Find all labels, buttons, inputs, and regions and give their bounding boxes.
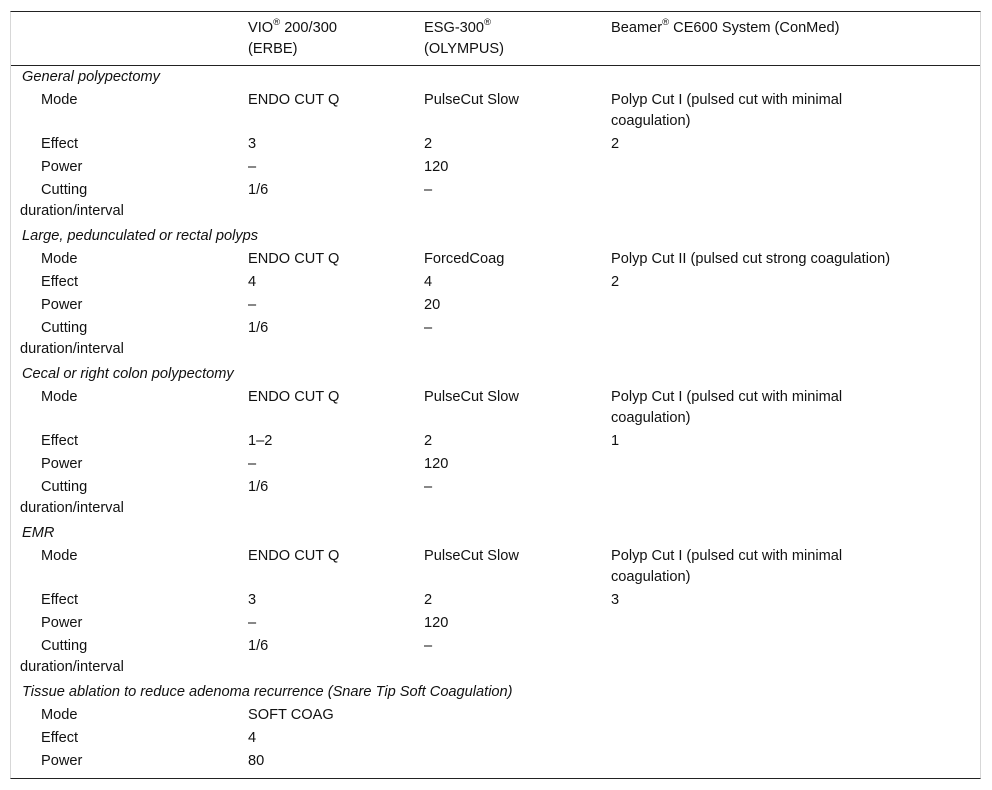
table-cell: Polyp Cut I (pulsed cut with minimal [611, 92, 843, 108]
row-label-mode: Mode [41, 548, 78, 564]
row-label-power: Power [41, 615, 83, 631]
table-cell: 2 [611, 274, 620, 290]
table-cell: – [424, 320, 433, 336]
table-cell: coagulation) [611, 410, 691, 426]
table-cell: – [424, 182, 433, 198]
row-label-mode: Mode [41, 92, 78, 108]
section-title: Large, pedunculated or rectal polyps [22, 228, 259, 244]
row-label-cutting-cont: duration/interval [20, 500, 124, 516]
row-label-cutting-cont: duration/interval [20, 341, 124, 357]
table-cell: ForcedCoag [424, 251, 505, 267]
table-cell: coagulation) [611, 113, 691, 129]
section-title: General polypectomy [22, 69, 160, 85]
section-title: EMR [22, 525, 55, 541]
table-cell: – [248, 159, 257, 175]
table-cell: 2 [424, 592, 433, 608]
table-cell: 1/6 [248, 320, 269, 336]
table-header-row [11, 12, 980, 66]
row-label-cutting-cont: duration/interval [20, 203, 124, 219]
header-conmed: Beamer® CE600 System (ConMed) [611, 17, 840, 36]
table-cell: Polyp Cut II (pulsed cut strong coagulation) [611, 251, 891, 267]
table-cell: 1–2 [248, 433, 273, 449]
table-cell: coagulation) [611, 569, 691, 585]
header-olympus: ESG-300® (OLYMPUS) [424, 17, 505, 57]
row-label-effect: Effect [41, 730, 79, 746]
table-cell: ENDO CUT Q [248, 251, 340, 267]
row-label-effect: Effect [41, 136, 79, 152]
row-label-effect: Effect [41, 592, 79, 608]
table-cell: ENDO CUT Q [248, 548, 340, 564]
table-cell: – [248, 297, 257, 313]
table-cell: SOFT COAG [248, 707, 334, 723]
table-cell: 120 [424, 159, 449, 175]
table-cell: 1 [611, 433, 620, 449]
table-cell: PulseCut Slow [424, 548, 519, 564]
settings-table [10, 11, 981, 779]
table-cell: ENDO CUT Q [248, 389, 340, 405]
table-cell: 120 [424, 615, 449, 631]
row-label-cutting: Cutting [41, 182, 88, 198]
table-cell: PulseCut Slow [424, 92, 519, 108]
table-cell: 4 [424, 274, 433, 290]
row-label-power: Power [41, 159, 83, 175]
table-cell: Polyp Cut I (pulsed cut with minimal [611, 548, 843, 564]
table-cell: PulseCut Slow [424, 389, 519, 405]
section-title: Tissue ablation to reduce adenoma recurrence (Snare Tip Soft Coagulation) [22, 684, 513, 700]
table-cell: 2 [424, 433, 433, 449]
row-label-cutting-cont: duration/interval [20, 659, 124, 675]
row-label-power: Power [41, 456, 83, 472]
row-label-cutting: Cutting [41, 638, 88, 654]
table-cell: 4 [248, 730, 257, 746]
table-cell: 20 [424, 297, 441, 313]
table-cell: ENDO CUT Q [248, 92, 340, 108]
table-cell: 120 [424, 456, 449, 472]
table-cell: 3 [248, 136, 257, 152]
row-label-cutting: Cutting [41, 320, 88, 336]
table-cell: 1/6 [248, 182, 269, 198]
row-label-mode: Mode [41, 389, 78, 405]
row-label-mode: Mode [41, 707, 78, 723]
table-cell: – [248, 456, 257, 472]
table-cell: 80 [248, 753, 265, 769]
table-cell: – [424, 479, 433, 495]
row-label-mode: Mode [41, 251, 78, 267]
row-label-power: Power [41, 753, 83, 769]
row-label-effect: Effect [41, 274, 79, 290]
table-cell: Polyp Cut I (pulsed cut with minimal [611, 389, 843, 405]
table-cell: 4 [248, 274, 257, 290]
table-cell: 2 [424, 136, 433, 152]
table-cell: – [248, 615, 257, 631]
table-cell: 3 [248, 592, 257, 608]
section-title: Cecal or right colon polypectomy [22, 366, 234, 382]
table-cell: 1/6 [248, 638, 269, 654]
row-label-power: Power [41, 297, 83, 313]
table-cell: 3 [611, 592, 620, 608]
row-label-cutting: Cutting [41, 479, 88, 495]
table-cell: 1/6 [248, 479, 269, 495]
table-cell: – [424, 638, 433, 654]
header-erbe: VIO® 200/300 (ERBE) [248, 17, 337, 57]
row-label-effect: Effect [41, 433, 79, 449]
table-cell: 2 [611, 136, 620, 152]
